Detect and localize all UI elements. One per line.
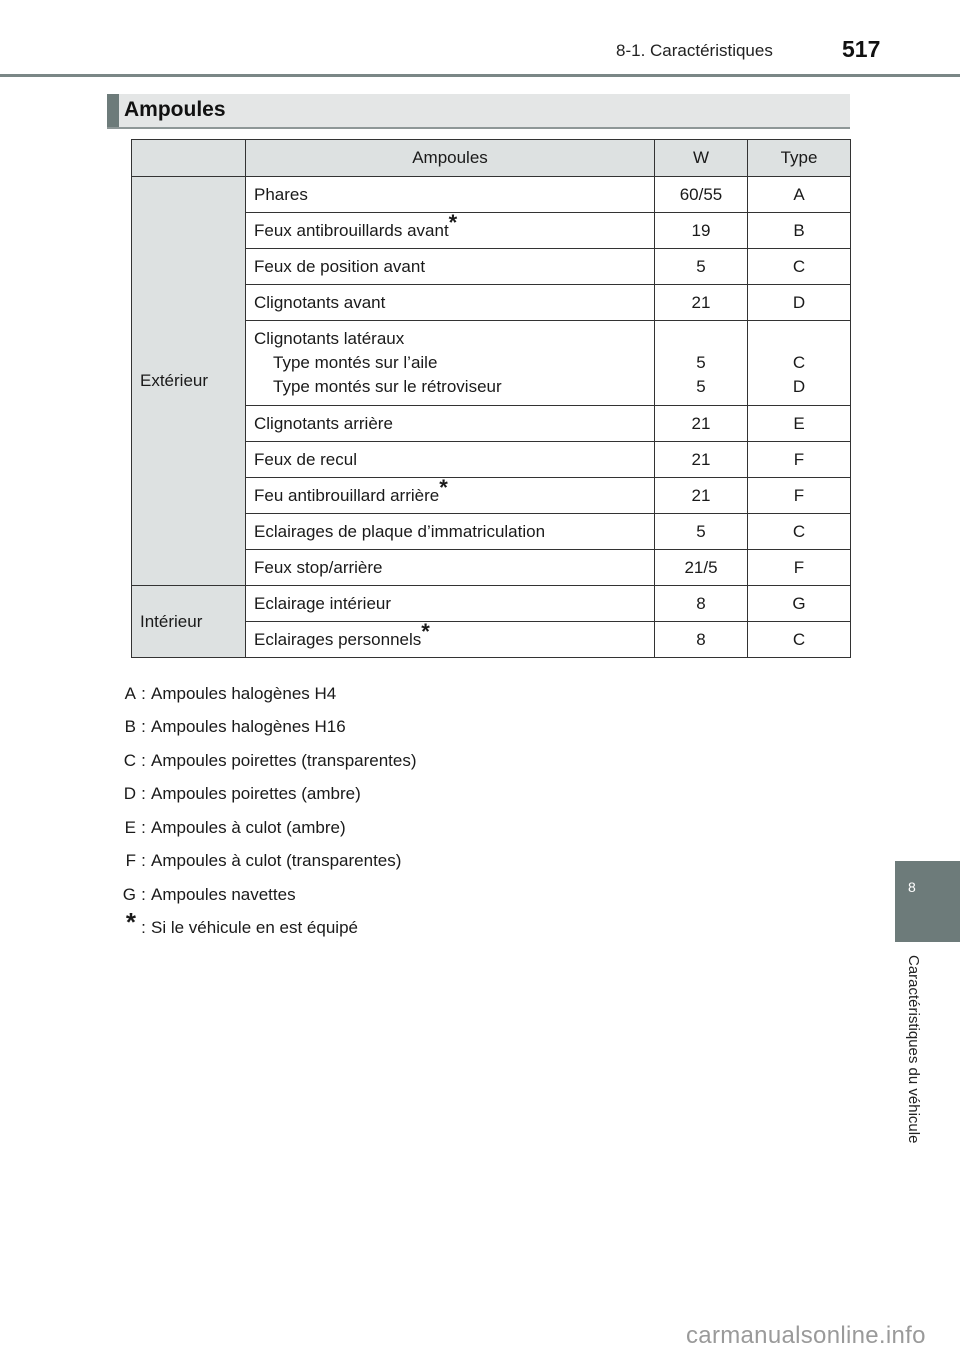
bulb-watts: 8 [655, 622, 748, 658]
bulb-watts: 21 [655, 442, 748, 478]
group-label-exterior: Extérieur [132, 177, 246, 586]
legend-item [112, 744, 417, 778]
legend-item [112, 906, 417, 946]
bulb-type: C [792, 353, 806, 372]
legend-key: F [125, 851, 136, 871]
bulb-type: C [748, 249, 851, 285]
legend-item [112, 677, 417, 711]
bulb-name: Phares [246, 177, 655, 213]
legend-separator: : [141, 784, 146, 804]
bulb-name: Clignotants arrière [246, 406, 655, 442]
section-title: Ampoules [124, 98, 226, 121]
legend-separator: : [141, 750, 146, 770]
bulb-type: D [792, 377, 806, 396]
bulb-name-cell [246, 474, 655, 514]
bulb-type-cell [748, 321, 851, 406]
footnote-asterisk-icon: * [421, 618, 430, 644]
bulb-name-cell [246, 209, 655, 249]
bulb-type: B [748, 213, 851, 249]
legend-item [112, 811, 417, 845]
column-header-type: Type [748, 140, 851, 177]
bulb-watts-cell [655, 321, 748, 406]
column-header-bulbs: Ampoules [246, 140, 655, 177]
bulb-name: Feux stop/arrière [246, 550, 655, 586]
bulb-type: F [748, 478, 851, 514]
bulb-type: C [748, 622, 851, 658]
legend-text: Ampoules halogènes H4 [151, 683, 337, 703]
watermark: carmanualsonline.info [686, 1322, 926, 1349]
legend-text: Ampoules poirettes (ambre) [151, 784, 361, 804]
bulb-watts: 21 [655, 406, 748, 442]
footnote-asterisk-icon: * [125, 906, 136, 937]
bulb-watts: 8 [655, 586, 748, 622]
bulb-name: Feu antibrouillard arrière [254, 485, 440, 505]
bulb-name: Feux antibrouillards avant [254, 220, 449, 240]
bulb-watts: 5 [655, 514, 748, 550]
bulb-watts: 21/5 [655, 550, 748, 586]
legend-text: Ampoules poirettes (transparentes) [151, 750, 417, 770]
bulb-type: F [748, 442, 851, 478]
bulb-watts: 5 [696, 353, 706, 372]
legend-text: Ampoules navettes [151, 884, 296, 904]
legend-key: D [123, 784, 136, 804]
legend-item [112, 711, 417, 745]
bulbs-table [131, 139, 851, 658]
bulb-name: Clignotants latéraux [254, 329, 405, 348]
legend-key: B [124, 717, 136, 737]
legend-text: Ampoules à culot (transparentes) [151, 851, 402, 871]
bulb-type-legend [112, 677, 417, 945]
bulb-type: A [748, 177, 851, 213]
chapter-number: 8 [908, 879, 916, 895]
chapter-tab [895, 861, 960, 942]
bulb-type: F [748, 550, 851, 586]
legend-separator: : [141, 817, 146, 837]
legend-key: C [123, 750, 136, 770]
table-row [132, 177, 851, 213]
chapter-label: Caractéristiques du véhicule [905, 955, 922, 1144]
legend-key: A [124, 683, 136, 703]
group-label-interior: Intérieur [132, 586, 246, 658]
section-heading [107, 94, 850, 129]
legend-item [112, 878, 417, 912]
legend-separator: : [141, 717, 146, 737]
column-header-group [132, 140, 246, 177]
bulb-watts: 21 [655, 478, 748, 514]
legend-text: Si le véhicule en est équipé [151, 918, 358, 938]
legend-key: E [124, 817, 136, 837]
bulb-watts: 5 [655, 249, 748, 285]
legend-separator: : [141, 851, 146, 871]
legend-item [112, 845, 417, 879]
bulb-watts: 5 [696, 377, 706, 396]
legend-item [112, 778, 417, 812]
section-accent-bar [107, 94, 119, 127]
header-section-title: 8-1. Caractéristiques [616, 41, 773, 60]
legend-separator: : [141, 918, 146, 938]
footnote-asterisk-icon: * [439, 474, 448, 500]
bulb-subtype: Type montés sur l’aile [273, 353, 438, 372]
legend-text: Ampoules halogènes H16 [151, 717, 346, 737]
bulb-subtype: Type montés sur le rétroviseur [273, 377, 502, 396]
bulb-name: Eclairages de plaque d’immatriculation [246, 514, 655, 550]
bulb-watts: 19 [655, 213, 748, 249]
table-header-row [132, 140, 851, 177]
header-divider [0, 74, 960, 77]
bulb-type: G [748, 586, 851, 622]
bulb-name-cell [246, 321, 655, 406]
legend-text: Ampoules à culot (ambre) [151, 817, 346, 837]
bulb-name: Clignotants avant [246, 285, 655, 321]
bulb-name: Eclairage intérieur [246, 586, 655, 622]
bulb-watts: 21 [655, 285, 748, 321]
table-row [132, 586, 851, 622]
bulb-type: E [748, 406, 851, 442]
legend-separator: : [141, 884, 146, 904]
bulb-name: Feux de position avant [246, 249, 655, 285]
bulb-type: D [748, 285, 851, 321]
bulb-name: Feux de recul [246, 442, 655, 478]
legend-key: G [122, 884, 136, 904]
column-header-watts: W [655, 140, 748, 177]
legend-separator: : [141, 683, 146, 703]
footnote-asterisk-icon: * [448, 209, 458, 235]
bulb-name-cell [246, 618, 655, 658]
bulb-name: Eclairages personnels [254, 629, 422, 649]
bulb-watts: 60/55 [655, 177, 748, 213]
page-number: 517 [842, 36, 881, 62]
bulb-type: C [748, 514, 851, 550]
